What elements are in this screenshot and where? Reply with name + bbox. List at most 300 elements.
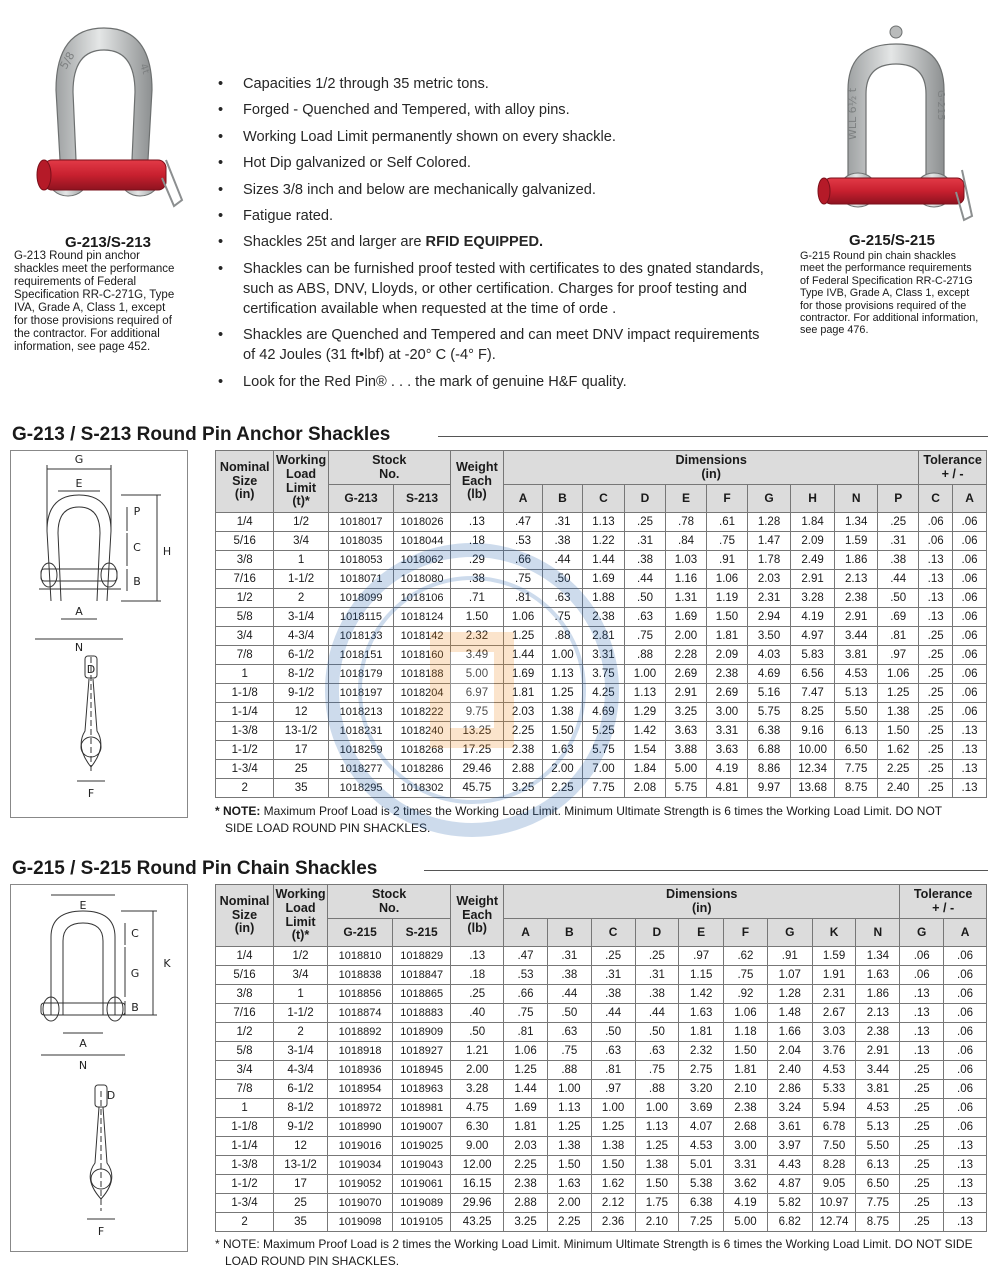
table-cell: 1019070 xyxy=(328,1194,393,1213)
table-cell: .13 xyxy=(944,1213,987,1232)
chain-shackle-drawing xyxy=(10,884,188,1252)
header-line: + / - xyxy=(932,900,955,915)
table-cell: 12.74 xyxy=(812,1213,856,1232)
table-cell: 2 xyxy=(274,1023,328,1042)
table-cell: 17.25 xyxy=(450,741,503,760)
table-cell: 6.38 xyxy=(748,722,791,741)
left-desc-line: shackles meet the performance xyxy=(14,263,175,275)
table-cell: 5/16 xyxy=(216,966,274,985)
table-cell: .44 xyxy=(543,551,583,570)
table-cell: .25 xyxy=(900,1156,944,1175)
table-cell: 3.28 xyxy=(791,589,835,608)
table-cell: 1.62 xyxy=(591,1175,635,1194)
table-cell: 5.75 xyxy=(582,741,624,760)
table-cell: 1018918 xyxy=(328,1042,393,1061)
table-cell: 1018115 xyxy=(328,608,394,627)
table-cell: 1018017 xyxy=(328,513,394,532)
table-cell: 3.69 xyxy=(679,1099,724,1118)
table-cell: 6.30 xyxy=(451,1118,504,1137)
table-cell: 5/8 xyxy=(216,608,274,627)
svg-text:WLL 6½ t: WLL 6½ t xyxy=(846,87,859,140)
table-cell: 1.06 xyxy=(504,608,543,627)
table-cell: 2.09 xyxy=(707,646,748,665)
table-cell: .97 xyxy=(679,947,724,966)
table-cell: 9.75 xyxy=(450,703,503,722)
col-header-weight xyxy=(450,451,503,513)
dim-label-a: A xyxy=(79,1037,87,1050)
table-cell: .25 xyxy=(900,1061,944,1080)
col-header-dim: G xyxy=(748,485,791,513)
table-cell: 1/2 xyxy=(216,589,274,608)
table-cell: .06 xyxy=(953,608,987,627)
table-cell: 1018124 xyxy=(394,608,450,627)
table-cell: .06 xyxy=(953,627,987,646)
table-cell: 5.82 xyxy=(767,1194,812,1213)
table-cell: 4.25 xyxy=(582,684,624,703)
table-cell: 3.62 xyxy=(724,1175,768,1194)
table-cell: .31 xyxy=(591,966,635,985)
table-cell: 13-1/2 xyxy=(274,722,328,741)
table-cell: .38 xyxy=(543,532,583,551)
table-cell: .75 xyxy=(724,966,768,985)
section1-title: G-213 / S-213 Round Pin Anchor Shackles xyxy=(12,424,391,445)
table-cell: 6-1/2 xyxy=(274,1080,328,1099)
table-cell: 1.38 xyxy=(878,703,919,722)
table-cell: .06 xyxy=(944,1118,987,1137)
table-cell: 1-1/4 xyxy=(216,703,274,722)
table-cell: 43.25 xyxy=(451,1213,504,1232)
table-cell: 1.13 xyxy=(547,1099,591,1118)
table-cell: 3.81 xyxy=(856,1080,900,1099)
table-row xyxy=(216,570,987,589)
table-cell: 2.38 xyxy=(835,589,878,608)
table-cell: .75 xyxy=(543,608,583,627)
table-cell: .25 xyxy=(900,1194,944,1213)
table-cell: 2.49 xyxy=(791,551,835,570)
dim-label-d: D xyxy=(106,1089,116,1102)
table-cell: 12 xyxy=(274,703,328,722)
table-cell: 1.69 xyxy=(666,608,707,627)
table-cell: .40 xyxy=(451,1004,504,1023)
table-cell: .25 xyxy=(919,684,953,703)
feature-item: • Shackles are Quenched and Tempered and can meet DNV impact requirements of 42 Joules (31 ft•lbf) at -20° C (-4° F). xyxy=(214,325,774,365)
anchor-shackle-drawing xyxy=(10,450,188,818)
table-cell: .50 xyxy=(878,589,919,608)
table-cell: .69 xyxy=(878,608,919,627)
header-line: Stock xyxy=(372,452,407,467)
table-cell: .47 xyxy=(504,513,543,532)
table-cell: .18 xyxy=(451,966,504,985)
table-cell: 1018954 xyxy=(328,1080,393,1099)
table-cell: 6.50 xyxy=(835,741,878,760)
table-cell: .81 xyxy=(591,1061,635,1080)
table-cell: 1018204 xyxy=(394,684,450,703)
col-header-stock-s: S-215 xyxy=(393,919,451,947)
table-cell: .97 xyxy=(878,646,919,665)
table-cell: 13.68 xyxy=(791,779,835,798)
table-cell: 1-1/4 xyxy=(216,1137,274,1156)
header-line: (t)* xyxy=(292,494,310,509)
table-cell: 3/8 xyxy=(216,551,274,570)
table-cell: 1019016 xyxy=(328,1137,393,1156)
dim-label-g: G xyxy=(130,967,140,980)
table-cell: .06 xyxy=(953,684,987,703)
table-cell: 1018909 xyxy=(393,1023,451,1042)
header-line: Weight xyxy=(456,894,499,909)
table-cell: 29.96 xyxy=(451,1194,504,1213)
table-cell: 2.38 xyxy=(504,741,543,760)
left-desc-line: the contractor. For additional xyxy=(14,328,160,340)
table-cell: 1.50 xyxy=(724,1042,768,1061)
table-cell: .44 xyxy=(625,570,666,589)
table-cell: 7/16 xyxy=(216,570,274,589)
table-cell: 1019043 xyxy=(393,1156,451,1175)
table-cell: 1.86 xyxy=(856,985,900,1004)
table-cell: .25 xyxy=(635,947,679,966)
table-cell: 3.61 xyxy=(767,1118,812,1137)
table-cell: .13 xyxy=(900,985,944,1004)
table-row xyxy=(216,684,987,703)
table-cell: 1.00 xyxy=(591,1099,635,1118)
table-cell: .06 xyxy=(944,1023,987,1042)
table-cell: 6.78 xyxy=(812,1118,856,1137)
table-cell: .81 xyxy=(504,1023,548,1042)
table-cell: 1.44 xyxy=(582,551,624,570)
table-cell: .06 xyxy=(944,1080,987,1099)
table-row xyxy=(216,1156,987,1175)
chain-shackle-photo xyxy=(808,20,988,230)
table-cell: .06 xyxy=(953,703,987,722)
feature-item: • Shackles can be furnished proof tested with certificates to des gnated standards, such as ABS, DNV, Lloyds, or other certification. Charges for proof testing and certification available when requested at the time of orde . xyxy=(214,259,774,319)
table-cell: .75 xyxy=(635,1061,679,1080)
header-line: Dimensions xyxy=(675,452,747,467)
table-cell: 3.76 xyxy=(812,1042,856,1061)
table-cell: 3.81 xyxy=(835,646,878,665)
feature-item: • Forged - Quenched and Tempered, with alloy pins. xyxy=(214,100,774,120)
table-cell: 13.25 xyxy=(450,722,503,741)
table-cell: 1.28 xyxy=(748,513,791,532)
table-cell: .62 xyxy=(724,947,768,966)
feature-item: • Shackles 25t and larger are RFID EQUIPPED. xyxy=(214,232,774,252)
table-cell: 2.88 xyxy=(504,1194,548,1213)
table-cell: 1.13 xyxy=(625,684,666,703)
table-cell: 3.63 xyxy=(707,741,748,760)
table-cell: .81 xyxy=(504,589,543,608)
col-header-stock-g: G-215 xyxy=(328,919,393,947)
table-cell: 1-3/4 xyxy=(216,1194,274,1213)
table-cell: 1.38 xyxy=(543,703,583,722)
table-cell: 1/4 xyxy=(216,947,274,966)
note-line: SIDE LOAD ROUND PIN SHACKLES. xyxy=(225,821,431,835)
table-cell: 2.00 xyxy=(451,1061,504,1080)
table-cell: 1018981 xyxy=(393,1099,451,1118)
table-cell: 1018188 xyxy=(394,665,450,684)
table-cell: 7.00 xyxy=(582,760,624,779)
table-cell: .25 xyxy=(900,1137,944,1156)
table-cell: .25 xyxy=(878,513,919,532)
table-cell: 1-3/8 xyxy=(216,722,274,741)
table-cell: 7/8 xyxy=(216,1080,274,1099)
right-product-description xyxy=(800,250,996,337)
table-cell: 2.67 xyxy=(812,1004,856,1023)
table-cell: 1.00 xyxy=(547,1080,591,1099)
table-cell: .06 xyxy=(944,1061,987,1080)
dim-label-h: H xyxy=(162,545,172,558)
table-cell: .25 xyxy=(919,646,953,665)
dim-label-n: N xyxy=(74,641,84,654)
table-cell: 3.00 xyxy=(724,1137,768,1156)
table-cell: .61 xyxy=(707,513,748,532)
table-cell: 2.25 xyxy=(878,760,919,779)
col-header-tol: A xyxy=(953,485,987,513)
col-header-stock-g: G-213 xyxy=(328,485,394,513)
table-cell: 1.75 xyxy=(635,1194,679,1213)
dim-label-a: A xyxy=(75,605,83,618)
table-cell: .06 xyxy=(900,947,944,966)
table-cell: .06 xyxy=(953,513,987,532)
table-cell: 3.25 xyxy=(504,779,543,798)
table-cell: .66 xyxy=(504,551,543,570)
col-header-tol: C xyxy=(919,485,953,513)
header-line: Dimensions xyxy=(666,886,738,901)
table-cell: 1.18 xyxy=(724,1023,768,1042)
col-header-tol: A xyxy=(944,919,987,947)
table-cell: 3.25 xyxy=(504,1213,548,1232)
table-cell: 4.19 xyxy=(791,608,835,627)
table-row xyxy=(216,1080,987,1099)
table-cell: 1.63 xyxy=(543,741,583,760)
table-cell: 2.88 xyxy=(504,760,543,779)
table-cell: 9-1/2 xyxy=(274,684,328,703)
table-cell: .50 xyxy=(451,1023,504,1042)
table-cell: 1.50 xyxy=(707,608,748,627)
col-header-dim: E xyxy=(679,919,724,947)
table-cell: 1.00 xyxy=(625,665,666,684)
right-desc-line: meet the performance requirements xyxy=(800,262,972,275)
table-cell: 5.00 xyxy=(450,665,503,684)
table-cell: .38 xyxy=(591,985,635,1004)
table-cell: 2.03 xyxy=(748,570,791,589)
table-cell: 1018268 xyxy=(394,741,450,760)
table-cell: 7.25 xyxy=(679,1213,724,1232)
table-cell: 1.21 xyxy=(451,1042,504,1061)
table-cell: 2.13 xyxy=(835,570,878,589)
table-cell: 2.38 xyxy=(504,1175,548,1194)
table-cell: 5/16 xyxy=(216,532,274,551)
col-header-tolerance xyxy=(900,885,987,919)
table-cell: 1/4 xyxy=(216,513,274,532)
dim-label-k: K xyxy=(163,957,171,970)
table-cell: 2.69 xyxy=(666,665,707,684)
table-cell: .25 xyxy=(900,1118,944,1137)
table-cell: 7.75 xyxy=(856,1194,900,1213)
table-cell: 1019007 xyxy=(393,1118,451,1137)
svg-text:5/8: 5/8 xyxy=(57,49,78,72)
table-cell: 4.53 xyxy=(835,665,878,684)
table-row xyxy=(216,1023,987,1042)
table-cell: .63 xyxy=(635,1042,679,1061)
table-cell: .63 xyxy=(543,589,583,608)
table-cell: .06 xyxy=(953,646,987,665)
feature-item: • Sizes 3/8 inch and below are mechanically galvanized. xyxy=(214,180,774,200)
table-cell: 2.12 xyxy=(591,1194,635,1213)
table-cell: 1018927 xyxy=(393,1042,451,1061)
table-cell: .13 xyxy=(953,741,987,760)
table-cell: .25 xyxy=(591,947,635,966)
table-cell: 9.05 xyxy=(812,1175,856,1194)
table-cell: 1018106 xyxy=(394,589,450,608)
table-cell: 1018847 xyxy=(393,966,451,985)
header-line: (lb) xyxy=(467,487,487,502)
table-cell: 1.38 xyxy=(635,1156,679,1175)
table-cell: 1.81 xyxy=(707,627,748,646)
header-line: No. xyxy=(379,466,400,481)
dim-label-n: N xyxy=(78,1059,88,1072)
table-cell: 1 xyxy=(274,985,328,1004)
table-cell: .53 xyxy=(504,532,543,551)
table-row xyxy=(216,741,987,760)
header-line: (lb) xyxy=(467,921,487,936)
table-cell: 4.97 xyxy=(791,627,835,646)
table-cell: 1.34 xyxy=(835,513,878,532)
table-cell: .06 xyxy=(944,1042,987,1061)
table-cell: .78 xyxy=(666,513,707,532)
right-desc-line: of Federal Specification RR-C-271G xyxy=(800,274,973,287)
table-cell: 3.97 xyxy=(767,1137,812,1156)
svg-text:4t: 4t xyxy=(137,62,152,76)
table-cell: 9.97 xyxy=(748,779,791,798)
table-cell: 2.04 xyxy=(767,1042,812,1061)
table-cell: .25 xyxy=(919,722,953,741)
table-cell: 3.00 xyxy=(707,703,748,722)
dim-label-p: P xyxy=(133,505,141,518)
header-line: Weight xyxy=(456,460,498,475)
table-cell: 1.47 xyxy=(748,532,791,551)
table-cell: 1 xyxy=(216,1099,274,1118)
table-cell: 3-1/4 xyxy=(274,608,328,627)
table-cell: .13 xyxy=(944,1156,987,1175)
table-cell: 7/16 xyxy=(216,1004,274,1023)
table-cell: .06 xyxy=(944,966,987,985)
table-cell: 3.03 xyxy=(812,1023,856,1042)
header-line: Limit xyxy=(286,480,317,495)
table-row xyxy=(216,646,987,665)
table-cell: 1018231 xyxy=(328,722,394,741)
table-cell: 6.50 xyxy=(856,1175,900,1194)
header-line: Stock xyxy=(371,886,407,901)
table-cell: 1018151 xyxy=(328,646,394,665)
table-cell: .84 xyxy=(666,532,707,551)
table-cell: 1.28 xyxy=(767,985,812,1004)
header-line: Tolerance xyxy=(923,452,982,467)
table-cell: 4.53 xyxy=(812,1061,856,1080)
table-cell: .44 xyxy=(635,1004,679,1023)
table-cell: 2.28 xyxy=(666,646,707,665)
table-cell: 1.84 xyxy=(791,513,835,532)
header-line: Tolerance xyxy=(913,886,973,901)
col-header-size xyxy=(216,885,274,947)
table-cell: 1019098 xyxy=(328,1213,393,1232)
table-cell: 1.50 xyxy=(543,722,583,741)
table-cell: 2.31 xyxy=(812,985,856,1004)
table-cell: 1018810 xyxy=(328,947,393,966)
table-cell: 3/4 xyxy=(216,627,274,646)
table-cell: 1018295 xyxy=(328,779,394,798)
table-cell: 2.10 xyxy=(724,1080,768,1099)
col-header-tol: G xyxy=(900,919,944,947)
table-cell: .25 xyxy=(625,513,666,532)
table-cell: .13 xyxy=(944,1175,987,1194)
table-cell: 1.13 xyxy=(543,665,583,684)
table-cell: 4.69 xyxy=(582,703,624,722)
table-cell: .13 xyxy=(900,1004,944,1023)
table-cell: .63 xyxy=(591,1042,635,1061)
table-cell: 2.40 xyxy=(767,1061,812,1080)
table-cell: .44 xyxy=(547,985,591,1004)
table-cell: 1.06 xyxy=(707,570,748,589)
col-header-wll xyxy=(274,451,328,513)
header-line: Working xyxy=(275,887,326,902)
table-cell: 12 xyxy=(274,1137,328,1156)
table-cell: 1019025 xyxy=(393,1137,451,1156)
table-cell: .47 xyxy=(504,947,548,966)
table-cell: 35 xyxy=(274,1213,328,1232)
table-cell: .06 xyxy=(944,1099,987,1118)
table-cell: 1.15 xyxy=(679,966,724,985)
table-cell: 25 xyxy=(274,760,328,779)
anchor-shackle-table xyxy=(215,450,987,798)
table-cell: 17 xyxy=(274,741,328,760)
table-row xyxy=(216,1099,987,1118)
note-line xyxy=(215,803,995,820)
table-cell: 1.48 xyxy=(767,1004,812,1023)
header-line: Nominal xyxy=(219,894,270,909)
table-cell: 3.44 xyxy=(856,1061,900,1080)
table-cell: 3.75 xyxy=(582,665,624,684)
table-row xyxy=(216,966,987,985)
table-cell: 3/4 xyxy=(274,966,328,985)
header-line: (in) xyxy=(234,921,255,936)
table-cell: 1.06 xyxy=(504,1042,548,1061)
table-row xyxy=(216,513,987,532)
col-header-weight xyxy=(451,885,504,947)
table-cell: 2.25 xyxy=(547,1213,591,1232)
table-cell: .44 xyxy=(878,570,919,589)
table-cell: 3.28 xyxy=(451,1080,504,1099)
table-cell: .13 xyxy=(450,513,503,532)
table-cell: 1018963 xyxy=(393,1080,451,1099)
table-cell: 6.38 xyxy=(679,1194,724,1213)
table-cell: 1018142 xyxy=(394,627,450,646)
table-cell: .13 xyxy=(451,947,504,966)
table-cell: 1.13 xyxy=(635,1118,679,1137)
note-line: * NOTE: Maximum Proof Load is 2 times the Working Load Limit. Minimum Ultimate Strength is 6 times the Working Load Limit. DO NOT SIDE xyxy=(215,1237,973,1251)
table-cell: 5.50 xyxy=(835,703,878,722)
header-line: Load xyxy=(285,900,316,915)
header-line: Load xyxy=(286,466,317,481)
table-cell: 1018892 xyxy=(328,1023,393,1042)
table-cell: 1018865 xyxy=(393,985,451,1004)
table-cell: 1.63 xyxy=(547,1175,591,1194)
table-cell: .31 xyxy=(547,947,591,966)
table-row xyxy=(216,1137,987,1156)
table-cell: 5/8 xyxy=(216,1042,274,1061)
table-cell: 3.24 xyxy=(767,1099,812,1118)
table-cell: 1018197 xyxy=(328,684,394,703)
table-cell: 7.75 xyxy=(835,760,878,779)
section2-note xyxy=(215,1236,995,1270)
table-cell: 9.16 xyxy=(791,722,835,741)
